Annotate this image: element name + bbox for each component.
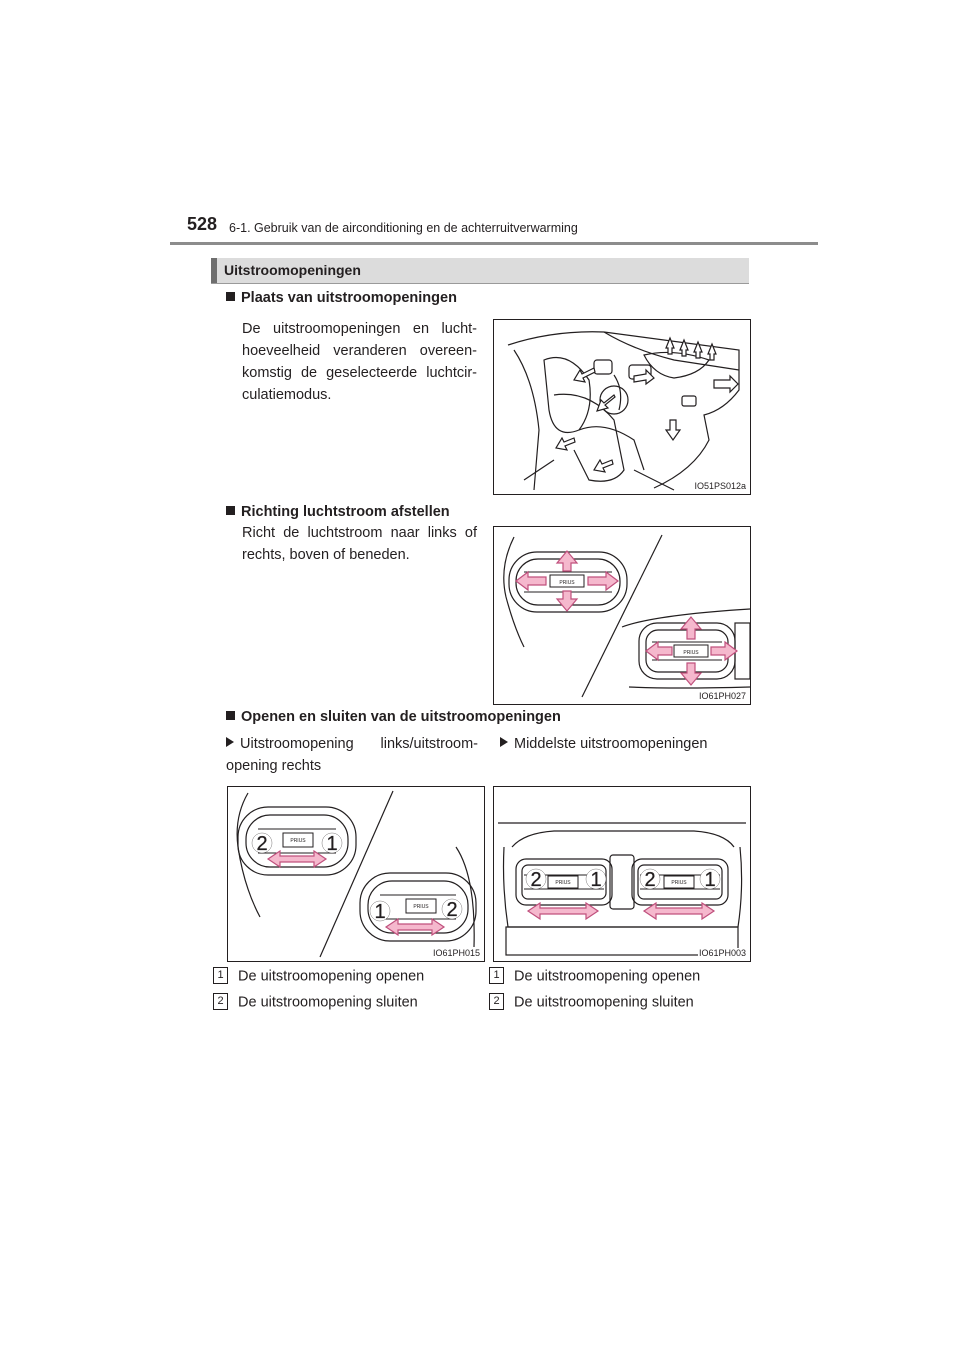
legend-number: 1 <box>213 967 228 984</box>
page-number: 528 <box>187 214 218 234</box>
direction-text: Richt de luchtstroom naar links of rechts, boven of beneden. <box>242 525 477 563</box>
vent-logo: PRIUS <box>671 880 687 886</box>
callout-1: 1 <box>590 869 602 891</box>
triangle-bullet-icon <box>500 737 508 747</box>
callout-2: 2 <box>530 869 542 891</box>
left-legend-item-close: 2 De uitstroomopening sluiten <box>213 994 418 1011</box>
chapter-title: 6-1. Gebruik van de airconditioning en de achterruitverwarming <box>229 221 578 235</box>
vent-direction-illustration <box>494 527 750 704</box>
section-accent <box>211 258 217 283</box>
legend-number: 1 <box>489 967 504 984</box>
car-interior-illustration <box>494 320 750 494</box>
center-vents-illustration <box>494 787 750 961</box>
left-legend-item-open: 1 De uitstroomopening openen <box>213 968 424 985</box>
callout-2: 2 <box>256 833 268 855</box>
left-vent-label: Uitstroomopening links/uitstroom-opening rechts <box>226 736 478 774</box>
header-rule <box>170 242 818 245</box>
callout-1: 1 <box>374 901 386 923</box>
callout-2: 2 <box>644 869 656 891</box>
section-header <box>211 258 749 284</box>
right-legend-item-open: 1 De uitstroomopening openen <box>489 968 700 985</box>
figure-code: IO61PH015 <box>432 948 480 958</box>
callout-2: 2 <box>446 899 458 921</box>
figure-code: IO61PH003 <box>698 948 746 958</box>
side-vents-figure <box>227 786 485 962</box>
vent-location-figure <box>493 319 751 495</box>
figure-code: IO51PS012a <box>694 481 746 491</box>
center-vents-figure <box>493 786 751 962</box>
square-bullet-icon <box>226 292 235 301</box>
vent-logo: PRIUS <box>555 880 571 886</box>
square-bullet-icon <box>226 506 235 515</box>
figure-code: IO61PH027 <box>698 691 746 701</box>
vent-logo: PRIUS <box>413 904 429 910</box>
callout-1: 1 <box>326 833 338 855</box>
airflow-direction-figure <box>493 526 751 705</box>
vent-logo: PRIUS <box>559 580 575 586</box>
section-title: Uitstroomopeningen <box>224 262 361 278</box>
triangle-bullet-icon <box>226 737 234 747</box>
vent-logo: PRIUS <box>683 650 699 656</box>
side-vents-illustration <box>228 787 484 961</box>
callout-1: 1 <box>704 869 716 891</box>
legend-number: 2 <box>489 993 504 1010</box>
legend-number: 2 <box>213 993 228 1010</box>
square-bullet-icon <box>226 711 235 720</box>
direction-heading: Richting luchtstroom afstellen <box>226 504 450 520</box>
right-legend-item-close: 2 De uitstroomopening sluiten <box>489 994 694 1011</box>
center-vent-label: Middelste uitstroomopeningen <box>500 733 752 755</box>
vent-logo: PRIUS <box>290 838 306 844</box>
open-close-heading: Openen en sluiten van de uitstroomopeningen <box>226 709 561 725</box>
location-heading: Plaats van uitstroomopeningen <box>226 290 457 306</box>
location-text: De uitstroomopeningen en lucht-hoeveelheid veranderen overeen-komstig de geselecteerde luchtcir-culatiemodus. <box>242 321 477 403</box>
